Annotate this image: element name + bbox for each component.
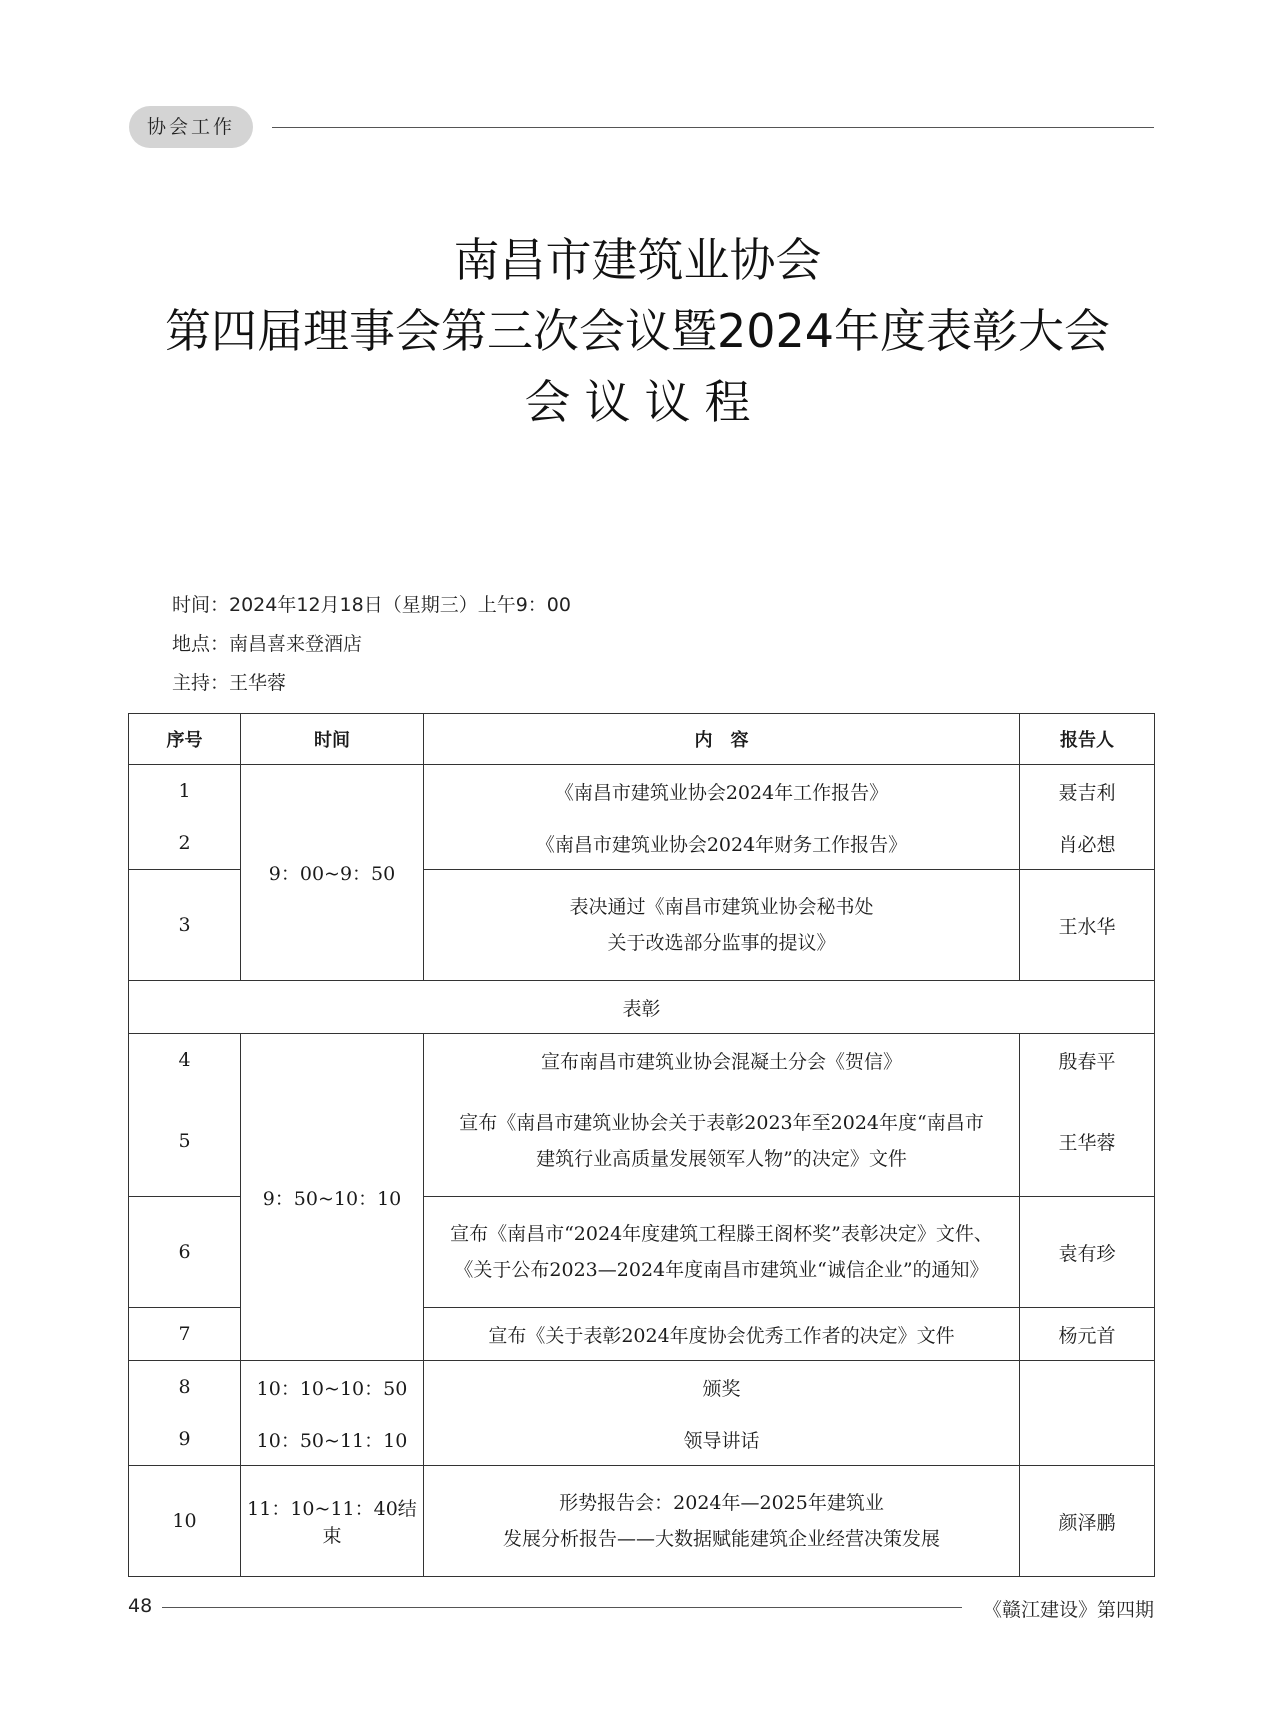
row-no: 7 (129, 1308, 241, 1361)
row-no: 5 (129, 1086, 241, 1197)
time-block: 9：00~9：50 (241, 765, 424, 981)
row-reporter: 颜泽鹏 (1020, 1466, 1155, 1577)
row-reporter (1020, 1361, 1155, 1414)
meeting-host: 主持：王华蓉 (172, 672, 287, 694)
content-line: 宣布《南昌市“2024年度建筑工程滕王阁杯奖”表彰决定》文件、 (450, 1223, 993, 1245)
row-time: 10：10~10：50 (241, 1361, 424, 1414)
header-rule (272, 127, 1154, 128)
row-no: 3 (129, 870, 241, 981)
content-line: 发展分析报告——大数据赋能建筑企业经营决策发展 (502, 1528, 940, 1550)
content-line: 《关于公布2023—2024年度南昌市建筑业“诚信企业”的通知》 (454, 1259, 989, 1281)
content-line: 表决通过《南昌市建筑业协会秘书处 (569, 896, 874, 918)
table-row (129, 1034, 1155, 1087)
row-time: 11：10~11：40结束 (241, 1466, 424, 1577)
table-header-row (129, 714, 1155, 765)
row-reporter: 殷春平 (1020, 1034, 1155, 1087)
row-reporter: 聂吉利 (1020, 765, 1155, 818)
row-reporter: 肖必想 (1020, 817, 1155, 870)
row-no: 1 (129, 765, 241, 818)
table-row (129, 765, 1155, 818)
table-row (129, 1413, 1155, 1466)
footer-rule (162, 1607, 962, 1608)
section-tag: 协会工作 (129, 106, 253, 148)
time-block: 9：50~10：10 (241, 1034, 424, 1361)
section-row (129, 981, 1155, 1034)
journal-name: 《赣江建设》第四期 (982, 1599, 1154, 1621)
content-line: 形势报告会：2024年—2025年建筑业 (559, 1492, 884, 1514)
header-reporter: 报告人 (1020, 714, 1155, 765)
row-no: 8 (129, 1361, 241, 1414)
row-content: 《南昌市建筑业协会2024年财务工作报告》 (424, 817, 1020, 870)
table-row (129, 1466, 1155, 1577)
row-content (424, 1466, 1020, 1577)
page-number: 48 (128, 1595, 153, 1617)
row-no: 6 (129, 1197, 241, 1308)
agenda-table (128, 713, 1155, 1577)
section-label: 表彰 (129, 981, 1155, 1034)
row-reporter: 袁有珍 (1020, 1197, 1155, 1308)
content-line: 关于改选部分监事的提议》 (607, 932, 836, 954)
row-content: 宣布南昌市建筑业协会混凝土分会《贺信》 (424, 1034, 1020, 1087)
header-content: 内 容 (424, 714, 1020, 765)
row-content: 领导讲话 (424, 1413, 1020, 1466)
row-content (424, 1197, 1020, 1308)
title-line-1: 南昌市建筑业协会 (453, 233, 822, 287)
row-content: 《南昌市建筑业协会2024年工作报告》 (424, 765, 1020, 818)
row-no: 2 (129, 817, 241, 870)
row-no: 4 (129, 1034, 241, 1087)
title-line-2: 第四届理事会第三次会议暨2024年度表彰大会 (164, 304, 1111, 358)
row-content (424, 1086, 1020, 1197)
header-time: 时间 (241, 714, 424, 765)
row-reporter: 杨元首 (1020, 1308, 1155, 1361)
row-content (424, 870, 1020, 981)
row-time: 10：50~11：10 (241, 1413, 424, 1466)
content-line: 建筑行业高质量发展领军人物”的决定》文件 (536, 1148, 907, 1170)
meeting-place: 地点：南昌喜来登酒店 (172, 633, 363, 655)
content-line: 宣布《南昌市建筑业协会关于表彰2023年至2024年度“南昌市 (459, 1112, 984, 1134)
row-reporter: 王华蓉 (1020, 1086, 1155, 1197)
row-no: 9 (129, 1413, 241, 1466)
title-line-3: 会议议程 (524, 375, 765, 429)
header-no: 序号 (129, 714, 241, 765)
row-reporter: 王水华 (1020, 870, 1155, 981)
row-content: 颁奖 (424, 1361, 1020, 1414)
row-content: 宣布《关于表彰2024年度协会优秀工作者的决定》文件 (424, 1308, 1020, 1361)
table-row (129, 1361, 1155, 1414)
meeting-time: 时间：2024年12月18日（星期三）上午9：00 (172, 594, 571, 616)
row-reporter (1020, 1413, 1155, 1466)
row-no: 10 (129, 1466, 241, 1577)
